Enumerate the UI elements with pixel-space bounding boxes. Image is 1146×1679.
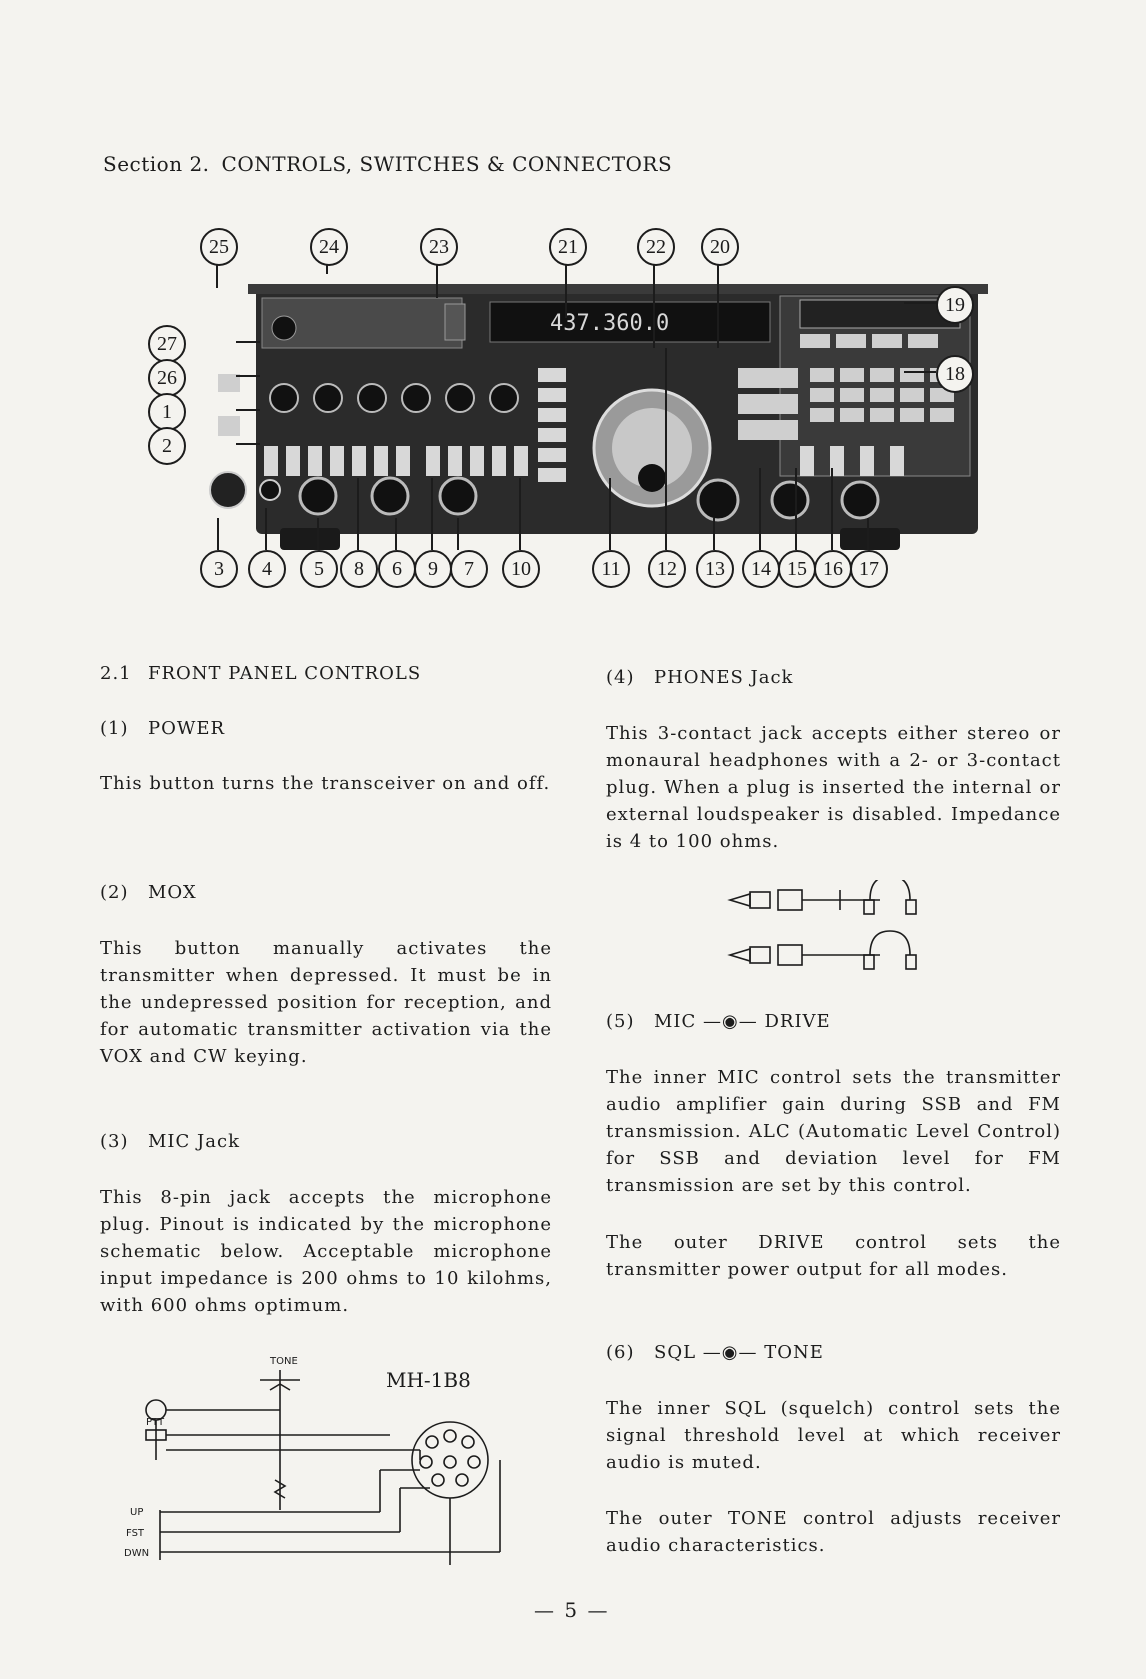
callout-24: 24 — [310, 228, 348, 266]
front-panel-figure — [157, 228, 1080, 620]
page-number: — 5 — — [534, 1598, 610, 1622]
label-ptt: PTT — [146, 1417, 165, 1428]
item-body-mic-drive-2: The outer DRIVE control sets the transmitter power output for all modes. — [606, 1232, 1061, 1280]
item-heading-phones-jack: (4) PHONES Jack — [606, 667, 794, 688]
label-dwn: DWN — [124, 1548, 150, 1559]
mic-jack — [210, 472, 246, 508]
callout-6: 6 — [378, 550, 416, 588]
callout-9: 9 — [414, 550, 452, 588]
callout-17: 17 — [850, 550, 888, 588]
callout-19: 19 — [936, 286, 974, 324]
item-heading-mic-jack: (3) MIC Jack — [100, 1131, 240, 1152]
label-tone: TONE — [270, 1356, 298, 1367]
callout-12: 12 — [648, 550, 686, 588]
item-body-phones-jack: This 3-contact jack accepts either stereo or monaural headphones with a 2- or 3-contact plug. When a plug is inserted the internal or external loudspeaker is disabled. Impedance is 4 to 100 ohms. — [606, 723, 1061, 852]
callout-7: 7 — [450, 550, 488, 588]
phones-jack — [260, 480, 280, 500]
label-fst: FST — [126, 1528, 145, 1539]
callout-13: 13 — [696, 550, 734, 588]
headphone-plug-illustration — [720, 880, 1020, 980]
frequency-readout: 437.360.0 — [550, 311, 670, 336]
callout-10: 10 — [502, 550, 540, 588]
section-title: Section 2. CONTROLS, SWITCHES & CONNECTORS — [103, 152, 673, 176]
item-body-sql-tone-1: The inner SQL (squelch) control sets the signal threshold level at which receiver audio is muted. — [606, 1398, 1061, 1473]
callout-16: 16 — [814, 550, 852, 588]
callout-4: 4 — [248, 550, 286, 588]
item-body-sql-tone-2: The outer TONE control adjusts receiver audio characteristics. — [606, 1508, 1061, 1556]
microphone-schematic — [120, 1350, 540, 1575]
callout-18: 18 — [936, 355, 974, 393]
callout-8: 8 — [340, 550, 378, 588]
item-body-mic-drive-1: The inner MIC control sets the transmitter audio amplifier gain during SSB and FM transmission. ALC (Automatic Level Control) for SSB and deviation level for FM transmission are set by this control. — [606, 1067, 1061, 1196]
item-body-power: This button turns the transceiver on and off. — [100, 773, 551, 794]
item-body-mic-jack: This 8-pin jack accepts the microphone plug. Pinout is indicated by the microphone schematic below. Acceptable microphone input impedance is 200 ohms to 10 kilohms, with 600 ohms optimum. — [100, 1187, 552, 1316]
item-heading-mox: (2) MOX — [100, 882, 197, 903]
subsection-heading: 2.1 FRONT PANEL CONTROLS — [100, 663, 422, 684]
callout-3: 3 — [200, 550, 238, 588]
callout-11: 11 — [592, 550, 630, 588]
item-heading-power: (1) POWER — [100, 718, 226, 739]
label-up: UP — [130, 1507, 144, 1518]
callout-15: 15 — [778, 550, 816, 588]
callout-5: 5 — [300, 550, 338, 588]
callout-26: 26 — [148, 359, 186, 397]
callout-2: 2 — [148, 427, 186, 465]
callout-1: 1 — [148, 393, 186, 431]
item-heading-sql-tone: (6) SQL —◉— TONE — [606, 1342, 824, 1363]
callout-27: 27 — [148, 325, 186, 363]
schematic-model-label: MH-1B8 — [386, 1368, 471, 1392]
item-heading-mic-drive: (5) MIC —◉— DRIVE — [606, 1011, 831, 1032]
callout-14: 14 — [742, 550, 780, 588]
item-body-mox: This button manually activates the transmitter when depressed. It must be in the undepressed position for reception, and for automatic transmitter activation via the VOX and CW keying. — [100, 938, 552, 1067]
callout-25: 25 — [200, 228, 238, 266]
callout-20: 20 — [701, 228, 739, 266]
callout-23: 23 — [420, 228, 458, 266]
callout-22: 22 — [637, 228, 675, 266]
callout-21: 21 — [549, 228, 587, 266]
